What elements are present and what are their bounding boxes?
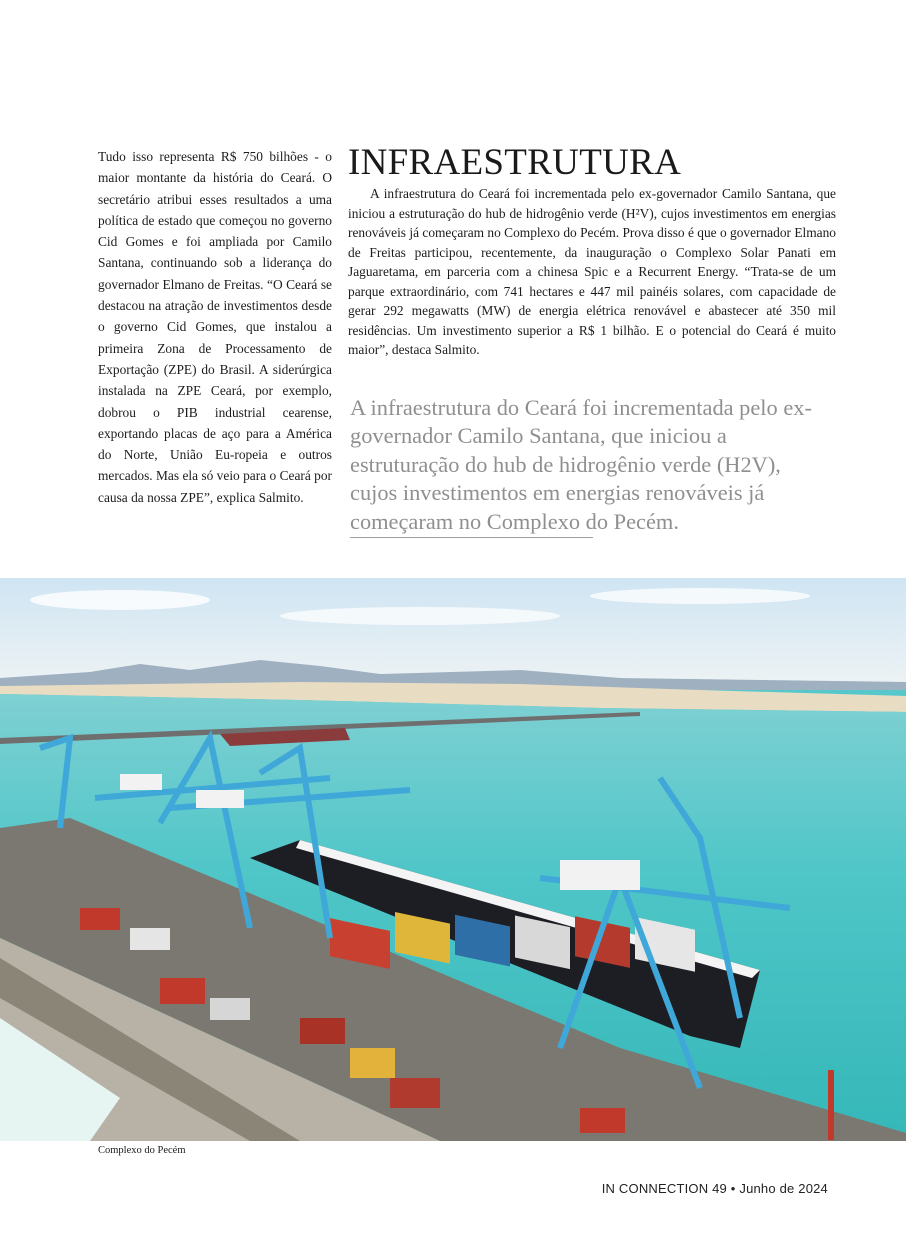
page-footer: IN CONNECTION 49 • Junho de 2024 xyxy=(601,1181,828,1196)
section-body: A infraestrutura do Ceará foi incrementada pelo ex-governador Camilo Santana, que iniciou a estruturação do hub de hidrogênio verde (H²V), cujos investimentos em energias renováveis já começaram no Complexo do Pecém. Prova disso é que o governador Elmano de Freitas participou, recentemente, da inauguração o Complexo Solar Panati em Jaguaretama, em parceria com a chinesa Spic e a Recurrent Energy. “Trata-se de um parque extraordinário, com 741 hectares e 447 mil painéis solares, com capacidade de gerar 292 megawatts (MW) de energia elétrica renovável e abastecer até 350 mil residências. Um investimento superior a R$ 1 bilhão. E o potencial do Ceará é muito maior”, destaca Salmito. xyxy=(348,186,836,358)
section-title: INFRAESTRUTURA xyxy=(348,142,682,183)
port-photo xyxy=(0,578,906,1141)
left-column-paragraph: Tudo isso representa R$ 750 bilhões - o maior montante da história do Ceará. O secretário atribui esses resultados a uma política de estado que começou no governo Cid Gomes e foi ampliada por Camilo Santana, continuando sob a liderança do governador Elmano de Freitas. “O Ceará se destacou na atração de investimentos desde o governo Cid Gomes, que instalou a primeira Zona de Processamento de Exportação (ZPE) do Brasil. A siderúrgica instalada na ZPE Ceará, por exemplo, dobrou o PIB industrial cearense, exportando placas de aço para a América do Norte, União Eu-ropeia e outros mercados. Mas ela só veio para o Ceará por causa da nossa ZPE”, explica Salmito. xyxy=(98,149,332,505)
pull-quote: A infraestrutura do Ceará foi incrementada pelo ex-governador Camilo Santana, que iniciou a estruturação do hub de hidrogênio verde (H2V), cujos investimentos em energias renováveis já começaram no Complexo do Pecém. xyxy=(350,395,812,534)
light-pole xyxy=(828,1070,834,1140)
photo-caption: Complexo do Pecém xyxy=(98,1145,186,1156)
pull-quote-divider xyxy=(350,537,593,538)
right-column xyxy=(348,144,836,360)
left-column xyxy=(98,146,332,508)
port-illustration xyxy=(0,578,906,1141)
